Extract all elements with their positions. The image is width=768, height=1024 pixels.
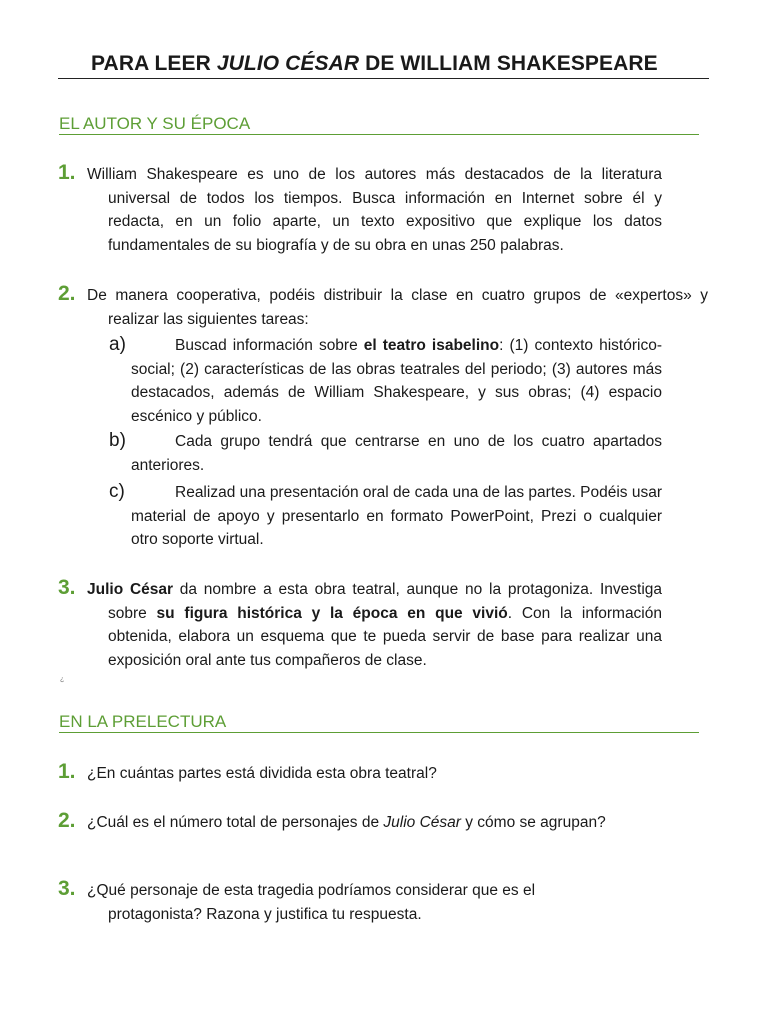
question-autor-2 bbox=[58, 282, 708, 331]
subtask-text bbox=[109, 429, 662, 477]
subtask-after: : (1) contexto histórico-social; (2) características de las obras teatrales del periodo; (3) autores más destacados, además de William Shakespeare, y sus obras; (4) espacio escénico y público. bbox=[131, 337, 662, 425]
section-heading-prelectura: EN LA PRELECTURA bbox=[59, 712, 699, 733]
question-after: y cómo se agrupan? bbox=[460, 814, 606, 831]
question-prelectura-3 bbox=[58, 877, 578, 926]
subtask-label: b) bbox=[109, 430, 126, 451]
question-before: ¿Cuál es el número total de personajes de bbox=[87, 814, 384, 831]
question-autor-1 bbox=[58, 161, 662, 257]
subtask-label: a) bbox=[109, 334, 126, 355]
subtask-c bbox=[109, 480, 662, 552]
subtask-body: Realizad una presentación oral de cada una de las partes. Podéis usar material de apoyo y presentarlo en formato PowerPoint, Prezi o cualquier otro soporte virtual. bbox=[131, 484, 662, 548]
subtask-text bbox=[109, 480, 662, 552]
question-text: 3. Julio César da nombre a esta obra teatral, aunque no la protagoniza. Investiga sobre su figura histórica y la época en que vivió. Con la información obtenida, elabora un esquema que te pueda servir de base para realizar una exposición oral ante tus compañeros de clase. bbox=[58, 576, 662, 669]
question-body-1: da nombre a esta obra teatral, aunque no la protagoniza. Investiga sobre bbox=[108, 581, 662, 622]
subtask-bold: el teatro isabelino bbox=[363, 337, 500, 354]
question-italic: Julio César bbox=[383, 814, 461, 831]
section-heading-autor: EL AUTOR Y SU ÉPOCA bbox=[59, 114, 699, 135]
question-body: ¿Qué personaje de esta tragedia podríamos considerar que es el protagonista? Razona y justifica tu respuesta. bbox=[87, 882, 536, 923]
question-text: 2. ¿Cuál es el número total de personajes de Julio César y cómo se agrupan? bbox=[58, 809, 606, 832]
question-autor-3 bbox=[58, 576, 662, 672]
question-text: 1. William Shakespeare es uno de los autores más destacados de la literatura universal de todos los tiempos. Busca información en Internet sobre él y redacta, en un folio aparte, un texto expositivo que explique los datos fundamentales de su biografía y de su obra en unas 250 palabras. bbox=[58, 161, 662, 254]
subtask-label: c) bbox=[109, 481, 125, 502]
subtask-before: Buscad información sobre bbox=[175, 337, 364, 354]
question-body-2: . Con la información obtenida, elabora un esquema que te pueda servir de base para realizar una exposición oral ante tus compañeros de clase. bbox=[108, 604, 662, 669]
subtask-body: Cada grupo tendrá que centrarse en uno de los cuatro apartados anteriores. bbox=[131, 433, 662, 474]
question-prelectura-2 bbox=[58, 809, 608, 835]
title-suffix: DE WILLIAM SHAKESPEARE bbox=[359, 52, 658, 75]
question-text: 1. ¿En cuántas partes está dividida esta obra teatral? bbox=[58, 760, 437, 783]
title-prefix: PARA LEER bbox=[91, 52, 217, 75]
subtask-b bbox=[109, 429, 662, 477]
document-title bbox=[58, 52, 709, 79]
title-work: JULIO CÉSAR bbox=[216, 52, 360, 75]
stray-mark: ¿ bbox=[60, 676, 65, 683]
subtask-text bbox=[109, 333, 662, 428]
question-text: 2. De manera cooperativa, podéis distribuir la clase en cuatro grupos de «expertos» y realizar las siguientes tareas: bbox=[58, 282, 708, 328]
question-body: De manera cooperativa, podéis distribuir la clase en cuatro grupos de «expertos» y realizar las siguientes tareas: bbox=[87, 287, 708, 328]
question-body: William Shakespeare es uno de los autores más destacados de la literatura universal de todos los tiempos. Busca información en Internet sobre él y redacta, en un folio aparte, un texto expositivo que explique los datos fundamentales de su biografía y de su obra en unas 250 palabras. bbox=[87, 166, 662, 254]
question-text: 3. ¿Qué personaje de esta tragedia podríamos considerar que es el protagonista? Razona y justifica tu respuesta. bbox=[58, 877, 536, 923]
subtask-a bbox=[109, 333, 662, 428]
question-prelectura-1 bbox=[58, 760, 662, 786]
question-bold-1: Julio César bbox=[87, 581, 174, 598]
question-body: ¿En cuántas partes está dividida esta obra teatral? bbox=[87, 765, 437, 782]
question-bold-2: su figura histórica y la época en que vivió bbox=[156, 604, 508, 622]
